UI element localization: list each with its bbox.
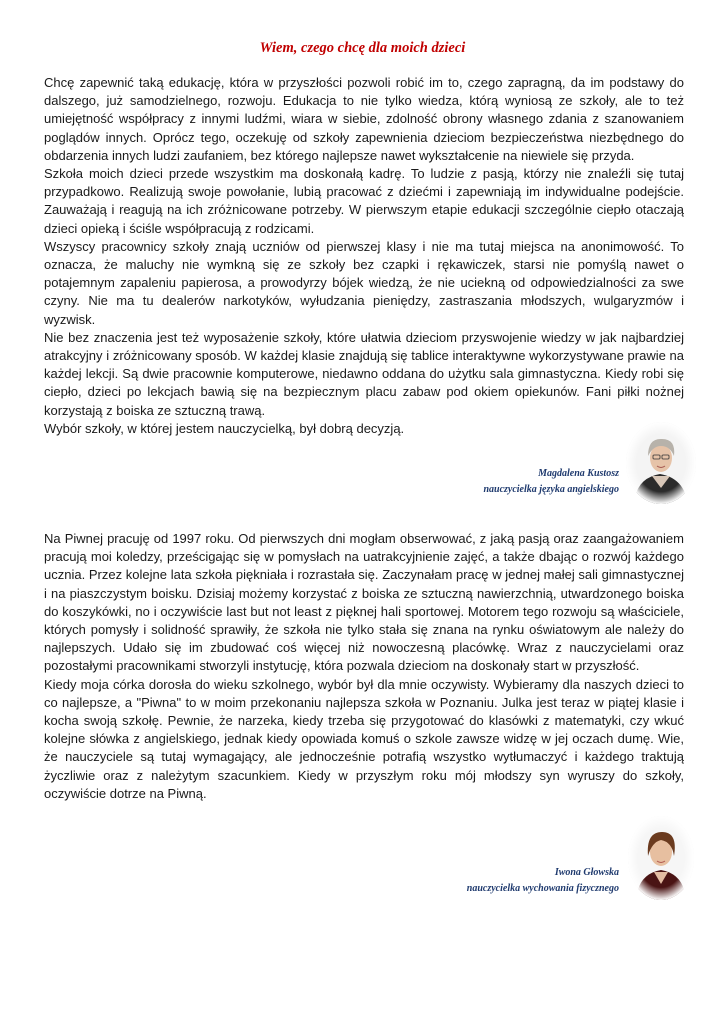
paragraph: Nie bez znaczenia jest też wyposażenie szkoły, które ułatwia dzieciom przyswojenie wiedzy w jak najbardziej atrakcyjny i zróżnicowany sposób. W każdej klasie znajdują się tablice interaktywne wykorzystywane prawie na każdej lekcji. Są dwie pracownie komputerowe, niedawno oddana do użytku sala gimnastyczna. Kiedy robi się ciepło, dzieci po lekcjach bawią się na bezpiecznym placu zabaw pod okiem opiekunów. Fani piłki nożnej korzystają z boiska ze sztuczną trawą. (44, 329, 684, 418)
author-role: nauczycielka języka angielskiego (483, 484, 619, 495)
portrait-image (628, 816, 694, 900)
paragraph: Wybór szkoły, w której jestem nauczycielką, był dobrą decyzją. (44, 420, 405, 436)
paragraph: Chcę zapewnić taką edukację, która w przyszłości pozwoli robić im to, czego zapragną, da im podstawy do dalszego, już samodzielnego, rozwoju. Edukacja to nie tylko wiedza, którą wyniosą ze szkoły, ale to też umiejętność współpracy z innymi ludźmi, wiara w siebie, zdolność obrony własnego zdania z szanowaniem poglądów innych. Oprócz tego, oczekuję od szkoły zapewnienia dzieciom bezpieczeństwa niezbędnego do obdarzenia innych ludzi zaufaniem, bez którego najlepsze nawet wykształcenie na niewiele się przyda. (44, 75, 684, 163)
author-role: nauczycielka wychowania fizycznego (466, 883, 619, 894)
author-photo (628, 816, 694, 900)
page-title: Wiem, czego chcę dla moich dzieci (259, 40, 466, 56)
signature-2 (467, 865, 619, 897)
signature-1 (483, 466, 619, 498)
portrait-image (626, 422, 696, 504)
paragraph: Na Piwnej pracuję od 1997 roku. Od pierwszych dni mogłam obserwować, z jaką pasją oraz zaangażowaniem pracują moi koledzy, prześcigając się w pomysłach na uatrakcyjnienie zajęć, a także dbając o rozwój każdego ucznia. Przez kolejne lata szkoła piękniała i rozrastała się. Zaczynałam pracę w jednej małej sali gimnastycznej i na piaszczystym boisku. Dzisiaj możemy korzystać z boiska ze sztuczną nawierzchnią, utwardzonego boiska do koszykówki, no i oczywiście last but not least z pięknej hali sportowej. Motorem tego rozwoju są właściciele, których pomysły i solidność sprawiły, że szkoła nie tylko stała się znana na rynku oświatowym ale należy do najlepszych. Udało się im zbudować coś więcej niż nowoczesną placówkę. Wraz z nauczycielami oraz pozostałymi pracownikami stworzyli instytucję, która pozwala dzieciom na doskonały start w przyszłość. (44, 531, 684, 674)
paragraph: Wszyscy pracownicy szkoły znają uczniów od pierwszej klasy i nie ma tutaj miejsca na anonimowość. To oznacza, że maluchy nie wymkną się ze szkoły bez czapki i rękawiczek, starsi nie pomyślą nawet o potajemnym zapaleniu papierosa, a prowodyrzy bójek wiedzą, że nie uciekną od odpowiedzialności za swe czyny. Nie ma tu dealerów narkotyków, wyłudzania pieniędzy, zastraszania młodszych, wulgaryzmów i wyzwisk. (44, 238, 684, 327)
testimonial-1 (44, 74, 684, 438)
author-photo (626, 422, 696, 504)
author-name: Magdalena Kustosz (538, 468, 619, 479)
paragraph: Kiedy moja córka dorosła do wieku szkolnego, wybór był dla mnie oczywisty. Wybieramy dla naszych dzieci to co najlepsze, a "Piwna" to w moim przekonaniu najlepsza szkoła w Poznaniu. Julka jest teraz w piątej klasie i kocha swoją szkołę. Pewnie, że narzeka, kiedy trzeba się przygotować do klasówki z matematyki, czy wkuć kolejne słówka z angielskiego, jednak kiedy opowiada komuś o szkole zawsze widzę w jej oczach dumę. Wie, że nauczyciele są tutaj wymagający, ale jednocześnie potrafią wszystko wytłumaczyć i każdego traktują życzliwie oraz z należytym szacunkiem. Kiedy w przyszłym roku mój młodszy syn wyruszy do szkoły, oczywiście dotrze na Piwną. (44, 676, 684, 801)
paragraph: Szkoła moich dzieci przede wszystkim ma doskonałą kadrę. To ludzie z pasją, którzy nie znaleźli się tutaj przypadkowo. Realizują swoje powołanie, lubią pracować z dziećmi i zapewniają im indywidualne podejście. Zauważają i reagują na ich zróżnicowane potrzeby. W pierwszym etapie edukacji szczególnie ciepło otaczają dzieci opieką i ściśle współpracują z rodzicami. (44, 166, 684, 236)
author-name: Iwona Głowska (554, 867, 619, 878)
testimonial-2 (44, 530, 684, 803)
